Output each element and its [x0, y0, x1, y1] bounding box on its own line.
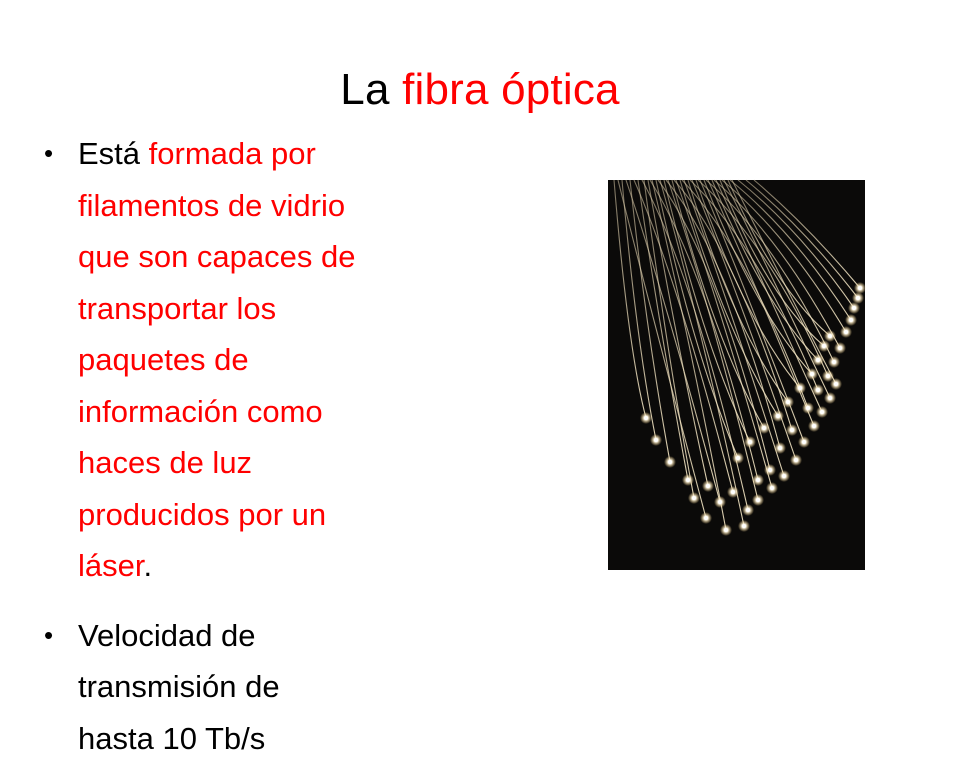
fiber-tip: [776, 414, 780, 418]
fiber-tip: [834, 382, 838, 386]
fiber-optic-photo: [608, 180, 865, 570]
fiber-tip: [802, 440, 806, 444]
fiber-tip: [828, 334, 832, 338]
fiber-tip: [746, 508, 750, 512]
fiber-tip: [768, 468, 772, 472]
bullet-item-speed: [44, 610, 444, 764]
bullet-highlight-line: filamentos de vidrio: [78, 180, 444, 232]
bullet-line: [78, 128, 444, 180]
bullet-tail: .: [143, 548, 152, 583]
fiber-tip: [798, 386, 802, 390]
fiber-tip: [762, 426, 766, 430]
fiber-tip: [849, 318, 853, 322]
bullet-highlight-line: láser: [78, 548, 143, 583]
fiber-tip: [718, 500, 722, 504]
fiber-tip: [724, 528, 728, 532]
fiber-tip: [858, 286, 862, 290]
fiber-tip: [644, 416, 648, 420]
fiber-tip: [770, 486, 774, 490]
fiber-tip: [806, 406, 810, 410]
fiber-tip: [742, 524, 746, 528]
fiber-tip: [790, 428, 794, 432]
bullet-marker-icon: •: [44, 610, 64, 662]
fiber-tip: [820, 410, 824, 414]
bullet-highlight-line: información como: [78, 386, 444, 438]
fiber-tip: [654, 438, 658, 442]
fiber-tip: [736, 456, 740, 460]
bullet-highlight-line: haces de luz: [78, 437, 444, 489]
fiber-tip: [706, 484, 710, 488]
fiber-tip: [816, 358, 820, 362]
fiber-tip: [782, 474, 786, 478]
bullet-line: [78, 540, 444, 592]
fiber-bundle-illustration: [608, 180, 865, 570]
fiber-tip: [794, 458, 798, 462]
fiber-tip: [828, 396, 832, 400]
fiber-tip: [832, 360, 836, 364]
fiber-tip: [838, 346, 842, 350]
title-prefix: La: [340, 65, 402, 114]
bullet-list: [44, 128, 444, 764]
fiber-tip: [856, 296, 860, 300]
slide-title: [0, 62, 960, 118]
bullet-item-composition: [44, 128, 444, 592]
bullet-line: Velocidad de: [78, 610, 444, 662]
fiber-tip: [844, 330, 848, 334]
fiber-tip: [704, 516, 708, 520]
fiber-tip: [686, 478, 690, 482]
fiber-tip: [692, 496, 696, 500]
bullet-line: transmisión de: [78, 661, 444, 713]
bullet-highlight-line: que son capaces de: [78, 231, 444, 283]
fiber-tip: [826, 374, 830, 378]
bullet-highlight-line: transportar los: [78, 283, 444, 335]
fiber-tip: [852, 306, 856, 310]
bullet-marker-icon: •: [44, 128, 64, 180]
fiber-tip: [731, 490, 735, 494]
bullet-highlight-line: producidos por un: [78, 489, 444, 541]
bullet-lead: Está: [78, 136, 149, 171]
fiber-tip: [822, 344, 826, 348]
bullet-highlight-line: formada por: [149, 136, 316, 171]
fiber-tip: [756, 498, 760, 502]
bullet-highlight-line: paquetes de: [78, 334, 444, 386]
fiber-tip: [748, 440, 752, 444]
bullet-line: hasta 10 Tb/s: [78, 713, 444, 764]
fiber-tip: [810, 372, 814, 376]
fiber-tip: [816, 388, 820, 392]
title-highlight: fibra óptica: [402, 65, 620, 114]
fiber-tip: [786, 400, 790, 404]
fiber-tip: [668, 460, 672, 464]
fiber-tip: [778, 446, 782, 450]
fiber-tip: [812, 424, 816, 428]
fiber-tip: [756, 478, 760, 482]
